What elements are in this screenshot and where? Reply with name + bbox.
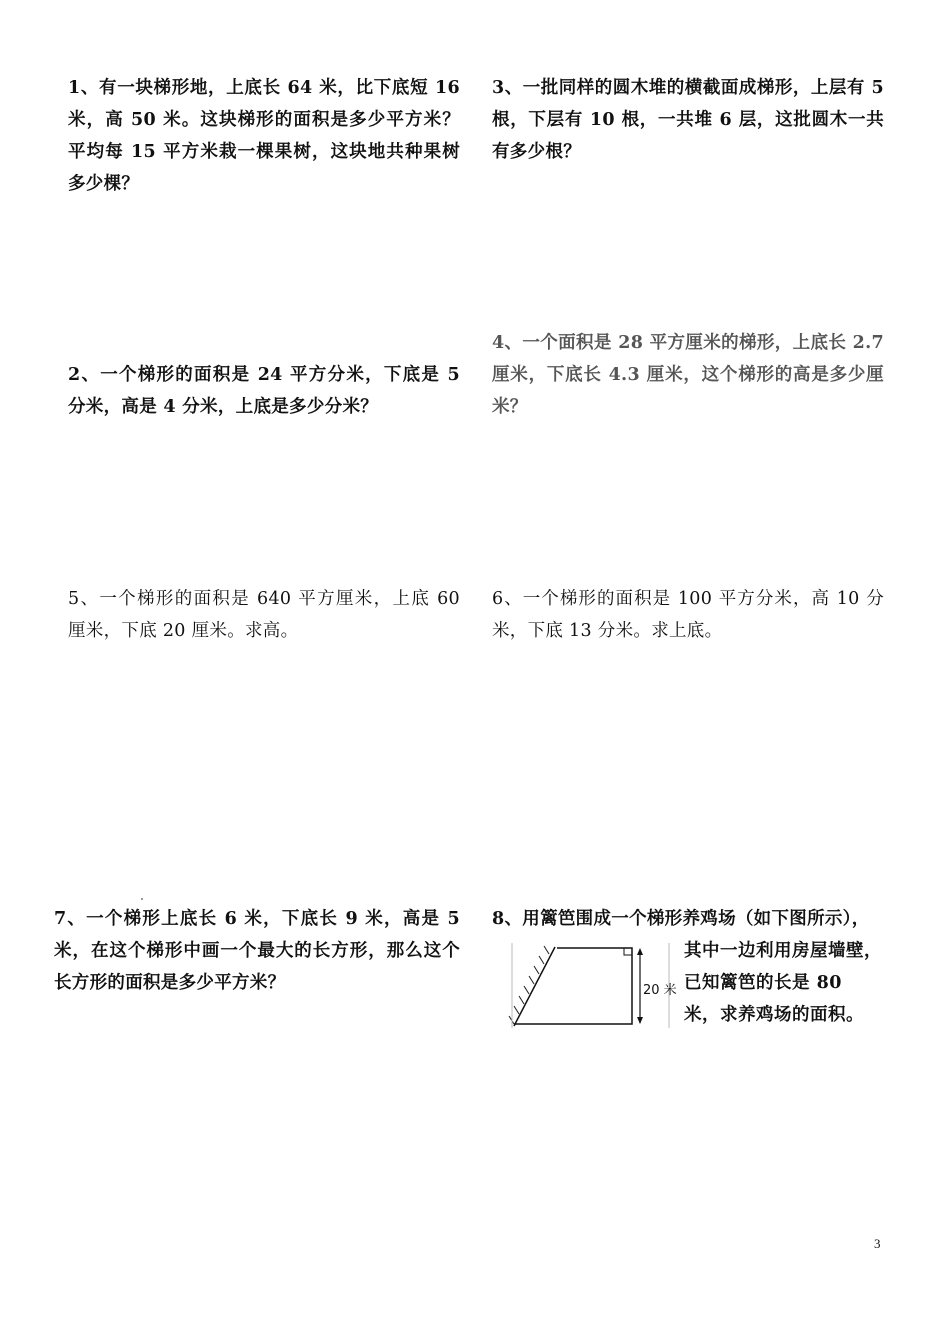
chicken-farm-diagram — [505, 942, 680, 1032]
wall-hatching — [509, 946, 549, 1024]
right-angle-mark — [624, 948, 632, 955]
page-number: 3 — [874, 1236, 881, 1251]
arrow-head-down — [637, 1017, 643, 1024]
problem-2: 2、一个梯形的面积是 24 平方分米，下底是 5 分米，高是 4 分米，上底是多少分米？ — [68, 365, 460, 417]
problem-1: 1、有一块梯形地，上底长 64 米，比下底短 16 米，高 50 米。这块梯形的面积是多少平方米？平均每 15 平方米栽一棵果树，这块地共种果树多少棵？ — [68, 78, 460, 194]
problem-6: 6、一个梯形的面积是 100 平方分米，高 10 分米，下底 13 分米。求上底。 — [492, 589, 884, 641]
problem-8-rest: 其中一边利用房屋墙壁，已知篱笆的长是 80 米，求养鸡场的面积。 — [684, 941, 882, 1025]
problem-4: 4、一个面积是 28 平方厘米的梯形，上底长 2.7 厘米，下底长 4.3 厘米，这个梯形的高是多少厘米？ — [492, 333, 884, 417]
speck-mark — [141, 898, 143, 900]
house-wall — [514, 947, 555, 1026]
problem-3: 3、一批同样的圆木堆的横截面成梯形，上层有 5 根，下层有 10 根，一共堆 6 层，这批圆木一共有多少根？ — [492, 78, 884, 162]
height-label: 20 米 — [643, 983, 677, 998]
problem-8-line1: 8、用篱笆围成一个梯形养鸡场（如下图所示）， — [492, 909, 870, 929]
problem-5: 5、一个梯形的面积是 640 平方厘米，上底 60 厘米，下底 20 厘米。求高。 — [68, 589, 460, 641]
arrow-head-up — [637, 948, 643, 955]
fence-outline — [514, 948, 632, 1024]
problem-7: 7、一个梯形上底长 6 米，下底长 9 米，高是 5 米，在这个梯形中画一个最大的长方形，那么这个长方形的面积是多少平方米？ — [54, 909, 460, 993]
